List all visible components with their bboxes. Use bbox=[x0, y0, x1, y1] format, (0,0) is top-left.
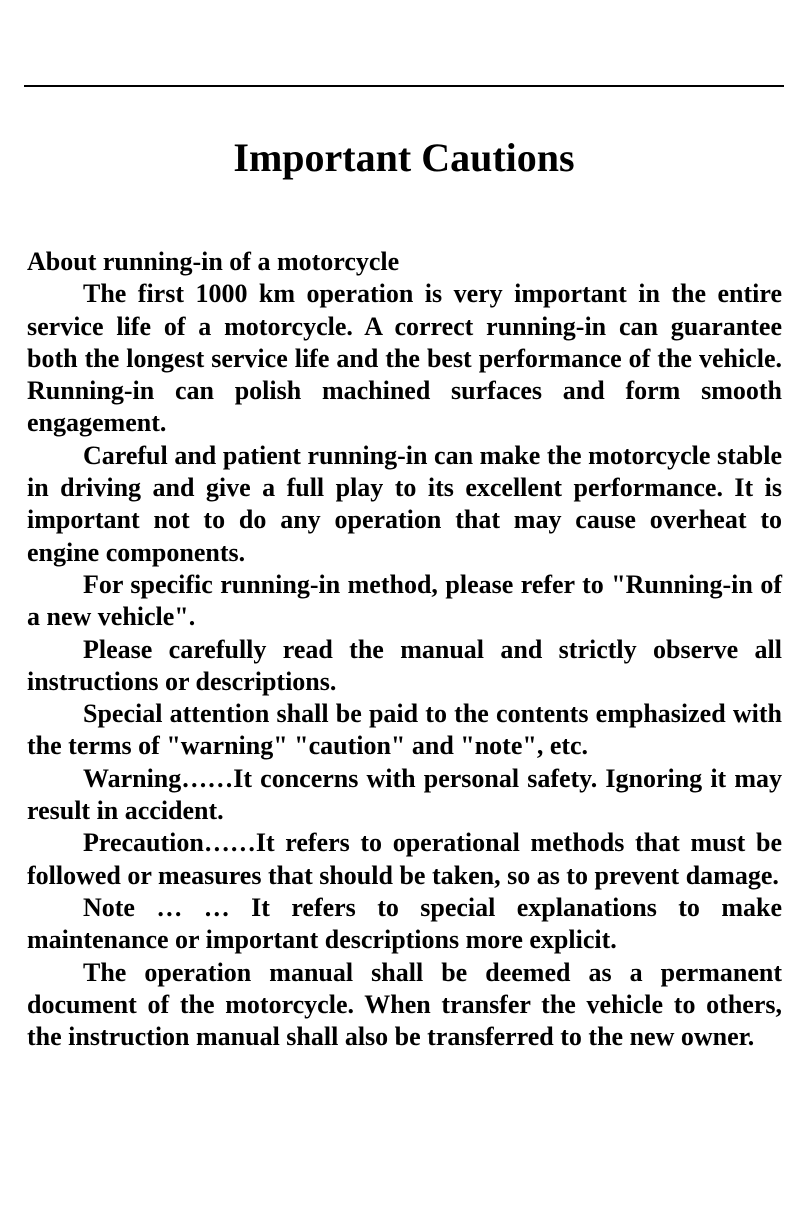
paragraph-read-manual: Please carefully read the manual and strictly observe all instructions or descriptions. bbox=[27, 634, 782, 696]
section-heading: About running-in of a motorcycle bbox=[27, 247, 400, 276]
paragraph-special-attention: Special attention shall be paid to the contents emphasized with the terms of "warning" "caution" and "note", etc. bbox=[27, 699, 782, 761]
page-title: Important Cautions bbox=[233, 135, 575, 180]
paragraph-careful-running-in: Careful and patient running-in can make the motorcycle stable in driving and give a full play to its excellent performance. It is important not to do any operation that may cause overheat to engine components. bbox=[27, 440, 782, 567]
paragraph-precaution: Precaution……It refers to operational methods that must be followed or measures that should be taken, so as to prevent damage. bbox=[27, 828, 782, 890]
paragraph-permanent-document: The operation manual shall be deemed as a permanent document of the motorcycle. When transfer the vehicle to others, the instruction manual shall also be transferred to the new owner. bbox=[27, 957, 782, 1052]
paragraph-running-in-method: For specific running-in method, please refer to "Running-in of a new vehicle". bbox=[27, 569, 782, 632]
top-divider bbox=[24, 85, 784, 87]
paragraph-warning: Warning……It concerns with personal safety. Ignoring it may result in accident. bbox=[27, 763, 782, 826]
paragraph-note: Note … … It refers to special explanations to make maintenance or important descriptions more explicit. bbox=[27, 892, 782, 955]
document-body bbox=[27, 246, 782, 1053]
paragraph-running-in-importance: The first 1000 km operation is very important in the entire service life of a motorcycle. A correct running-in can guarantee both the longest service life and the best performance of the vehicle. Running-in can polish machined surfaces and form smooth engagement. bbox=[27, 279, 782, 438]
